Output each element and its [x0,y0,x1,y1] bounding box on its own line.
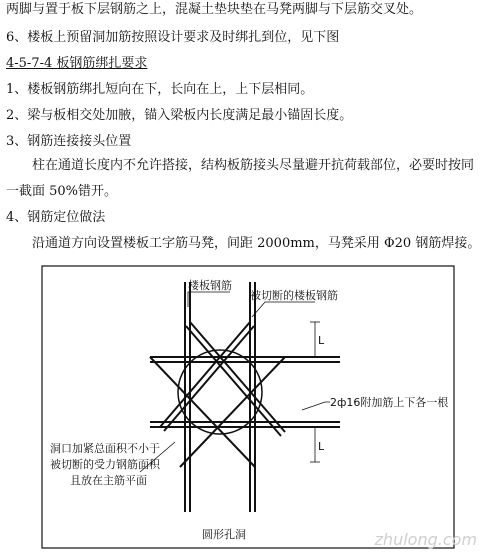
vertical-slab-bars [185,282,255,512]
section-heading: 4-5-7-4 板钢筋绑扎要求 [6,56,148,71]
dim-label-bottom: L [318,440,325,453]
rebar-hole-diagram [40,262,460,552]
note-line-3: 且放在主筋平面 [70,474,147,487]
diagonal-extra-bars [150,322,285,467]
note-line-1: 洞口加紧总面积不小于 [50,442,160,455]
text-line-9: 4、钢筋定位做法 [6,210,106,225]
label-extra-rebar: 2ф16附加筋上下各一根 [330,396,449,409]
watermark: zhulong.com [374,530,477,549]
note-line-2: 被切断的受力钢筋面积 [50,458,160,471]
label-slab-rebar: 楼板钢筋 [188,279,232,292]
text-line-1: 两脚与置于板下层钢筋之上，混凝土垫块垫在马凳两脚与下层筋交叉处。 [6,2,423,17]
text-line-6: 3、钢筋连接接头位置 [6,134,132,149]
text-line-10: 沿通道方向设置楼板工字筋马凳，间距 2000mm，马凳采用 Φ20 钢筋焊接。 [32,236,481,251]
text-line-8: 一截面 50%错开。 [6,184,118,199]
dim-label-top: L [318,334,325,347]
text-line-5: 2、梁与板相交处加腋，锚入梁板内长度满足最小锚固长度。 [6,108,353,123]
text-line-2: 6、楼板上预留洞加筋按照设计要求及时绑扎到位，见下图 [6,30,340,45]
label-cut-rebar: 被切断的楼板钢筋 [250,289,338,302]
figure-caption: 圆形孔洞 [202,528,246,541]
text-line-7: 柱在通道长度内不允许搭接，结构板筋接头尽量避开抗荷载部位，必要时按同 [32,158,475,173]
text-line-4: 1、楼板钢筋绑扎短向在下，长向在上，上下层相同。 [6,82,314,97]
